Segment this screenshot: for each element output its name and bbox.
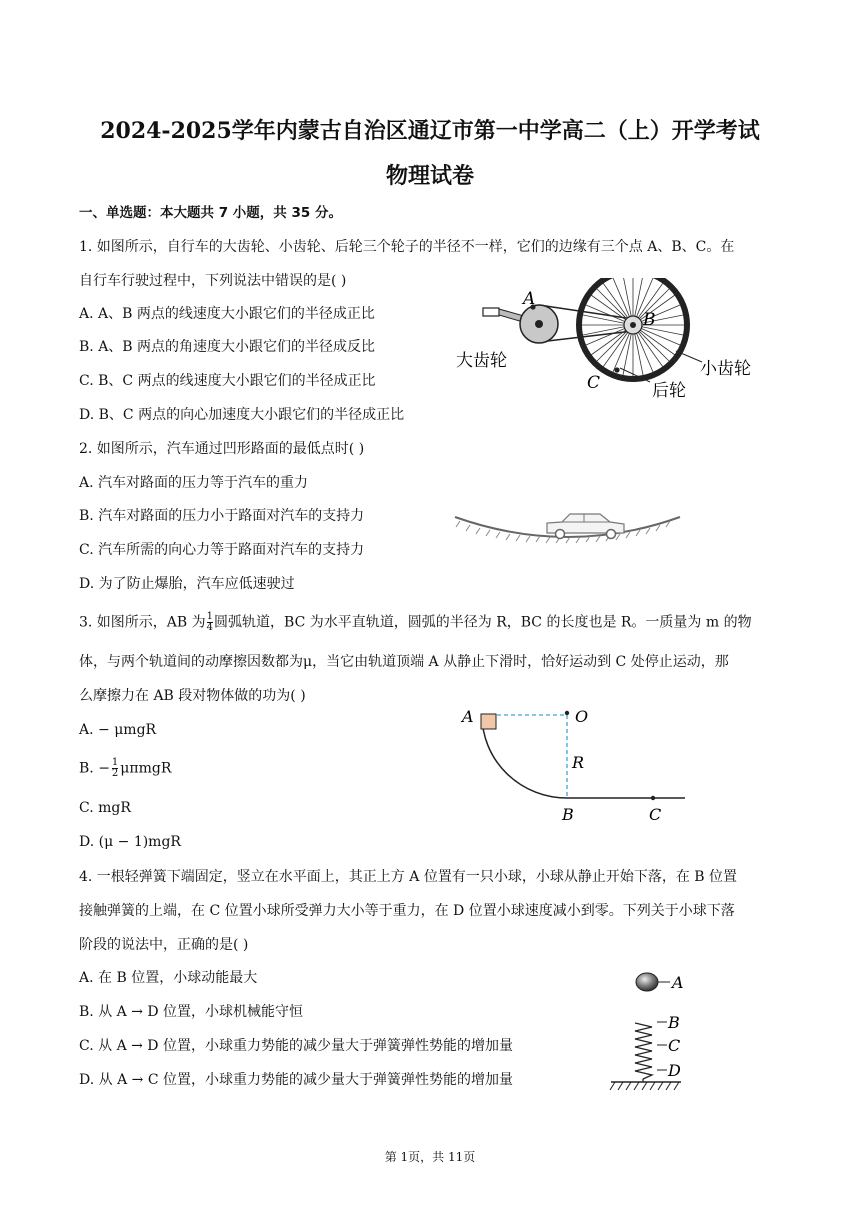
q4-option-b: B. 从 A → D 位置，小球机械能守恒 [79, 1004, 304, 1020]
q4-option-c: C. 从 A → D 位置，小球重力势能的减少量大于弹簧弹性势能的增加量 [79, 1038, 513, 1054]
q3-option-c: C. mgR [79, 800, 131, 816]
label-big-gear: 大齿轮 [456, 351, 507, 371]
label-c: C [587, 373, 601, 393]
label-c: C [668, 1036, 681, 1055]
q3-option-a: A. − μmgR [79, 722, 157, 738]
concave-road-figure [450, 505, 690, 555]
q4-option-a: A. 在 B 位置，小球动能最大 [79, 970, 258, 986]
page-footer: 第 1页，共 11页 [384, 1150, 476, 1164]
q3-stem-line2: 体，与两个轨道间的动摩擦因数都为μ，当它由轨道顶端 A 从静止下滑时，恰好运动到 C 处停止运动，那 [79, 654, 729, 670]
q3-option-b [79, 758, 171, 779]
q4-stem-line1: 4. 一根轻弹簧下端固定，竖立在水平面上，其正上方 A 位置有一只小球，小球从静止开始下落，在 B 位置 [79, 869, 738, 885]
q2-option-b: B. 汽车对路面的压力小于路面对汽车的支持力 [79, 508, 365, 524]
label-rear-wheel: 后轮 [652, 381, 686, 401]
q1-option-b: B. A、B 两点的角速度大小跟它们的半径成反比 [79, 339, 376, 355]
label-a: A [462, 707, 474, 726]
arc-track-figure [455, 700, 695, 830]
label-b: B [562, 805, 574, 824]
q2-option-a: A. 汽车对路面的压力等于汽车的重力 [79, 475, 309, 491]
q2-option-c: C. 汽车所需的向心力等于路面对汽车的支持力 [79, 542, 365, 558]
label-o: O [575, 707, 589, 726]
spring-ball-figure [605, 965, 715, 1095]
q1-stem-line1: 1. 如图所示，自行车的大齿轮、小齿轮、后轮三个轮子的半径不一样，它们的边缘有三个点 A、B、C。在 [79, 239, 735, 255]
q1-option-c: C. B、C 两点的线速度大小跟它们的半径成正比 [79, 373, 376, 389]
label-r: R [572, 753, 585, 772]
q3-option-b-den: 2 [111, 768, 119, 779]
q3-stem-line1 [79, 612, 752, 633]
section-heading: 一、单选题：本大题共 7 小题，共 35 分。 [79, 205, 342, 221]
q3-frac-num: 1 [206, 611, 214, 622]
q4-stem-line3: 阶段的说法中，正确的是( ) [79, 937, 249, 953]
q3-stem-part2: 圆弧轨道，BC 为水平直轨道，圆弧的半径为 R，BC 的长度也是 R。一质量为 m 的物 [214, 614, 752, 631]
q1-option-a: A. A、B 两点的线速度大小跟它们的半径成正比 [79, 306, 375, 322]
label-a: A [672, 973, 684, 992]
label-small-gear: 小齿轮 [700, 359, 751, 379]
q3-option-d: D. (μ − 1)mgR [79, 834, 181, 850]
q3-fraction [207, 612, 213, 633]
q3-stem-line3: 么摩擦力在 AB 段对物体做的功为( ) [79, 688, 306, 704]
q1-option-d: D. B、C 两点的向心加速度大小跟它们的半径成正比 [79, 407, 405, 423]
q3-option-b-suffix: μπmgR [120, 760, 172, 777]
exam-subtitle: 物理试卷 [385, 163, 474, 189]
q3-option-b-prefix: B. − [79, 760, 110, 777]
q3-frac-den: 4 [206, 622, 214, 633]
label-d: D [668, 1061, 681, 1080]
label-c: C [649, 805, 662, 824]
q2-stem: 2. 如图所示，汽车通过凹形路面的最低点时( ) [79, 441, 365, 457]
label-a: A [523, 289, 536, 309]
q4-stem-line2: 接触弹簧的上端，在 C 位置小球所受弹力大小等于重力，在 D 位置小球速度减小到零。下列关于小球下落 [79, 903, 735, 919]
exam-title: 2024-2025学年内蒙古自治区通辽市第一中学高二（上）开学考试 [100, 118, 760, 144]
label-b: B [643, 310, 656, 330]
q2-option-d: D. 为了防止爆胎，汽车应低速驶过 [79, 576, 295, 592]
q4-option-d: D. 从 A → C 位置，小球重力势能的减少量大于弹簧弹性势能的增加量 [79, 1072, 513, 1088]
bicycle-figure [440, 278, 790, 408]
q3-option-b-fraction [112, 758, 118, 779]
q3-stem-part1: 3. 如图所示，AB 为 [79, 614, 206, 631]
q1-stem-line2: 自行车行驶过程中，下列说法中错误的是( ) [79, 273, 347, 289]
label-b: B [668, 1013, 680, 1032]
q3-option-b-num: 1 [111, 757, 119, 768]
